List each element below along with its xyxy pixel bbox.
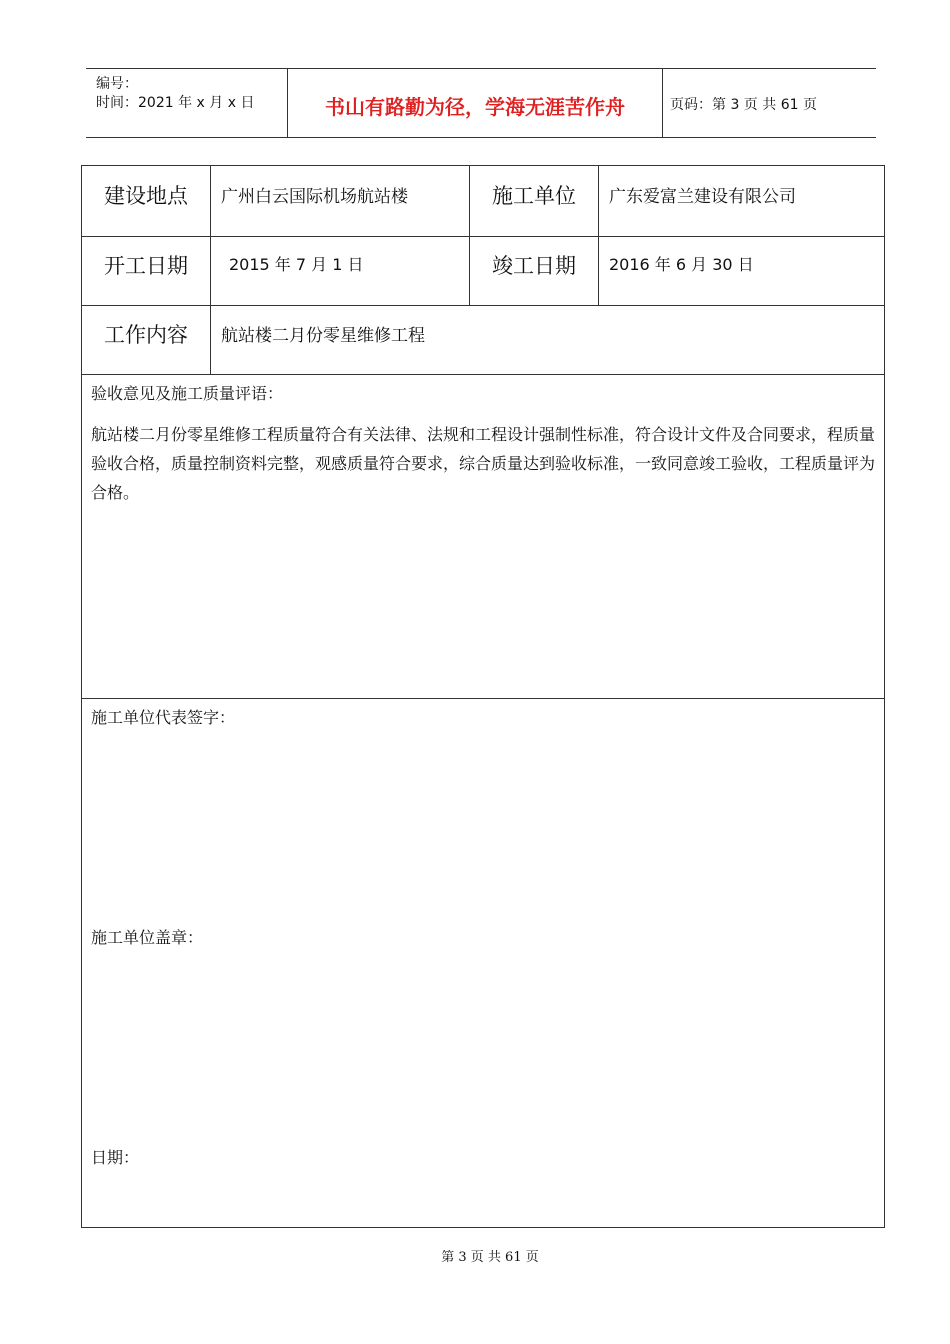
- signature-label: 施工单位代表签字：: [91, 708, 236, 727]
- end-date-value: 2016 年 6 月 30 日: [609, 255, 754, 274]
- start-date-value: 2015 年 7 月 1 日: [211, 236, 470, 305]
- end-date-label: 竣工日期: [470, 236, 599, 305]
- seal-label: 施工单位盖章：: [91, 928, 204, 947]
- opinion-label: 验收意见及施工质量评语：: [91, 384, 284, 403]
- row-dates: [82, 236, 884, 306]
- header-right: [662, 69, 876, 137]
- header-center: [287, 69, 663, 137]
- serial-label: 编号：: [96, 76, 138, 92]
- acceptance-form: [81, 165, 885, 1228]
- page-footer: 第 3 页 共 61 页: [441, 1250, 539, 1265]
- row-site: [82, 166, 884, 237]
- opinion-text: 航站楼二月份零星维修工程质量符合有关法律、法规和工程设计强制性标准，符合设计文件及合同要求，程质量验收合格，质量控制资料完整，观感质量符合要求，综合质量达到验收标准，一致同意竣工验收，工程质量评为合格。: [91, 425, 876, 502]
- document-header: [86, 68, 876, 138]
- work-value: 航站楼二月份零星维修工程: [221, 326, 425, 346]
- start-date-label: 开工日期: [82, 236, 211, 305]
- date-label: 日期：: [91, 1148, 140, 1167]
- motto-text: 书山有路勤为径，学海无涯苦作舟: [325, 95, 625, 119]
- row-work: [82, 305, 884, 375]
- page-info: 页码：第 3 页 共 61 页: [670, 97, 817, 113]
- contractor-value: 广东爱富兰建设有限公司: [609, 187, 796, 207]
- site-label: 建设地点: [82, 166, 211, 236]
- time-label: 时间：2021 年 x 月 x 日: [96, 95, 255, 111]
- header-left: [86, 69, 287, 137]
- site-value: 广州白云国际机场航站楼: [211, 166, 470, 236]
- signature-section: [82, 698, 884, 1227]
- opinion-section: [82, 374, 884, 699]
- contractor-label: 施工单位: [470, 166, 599, 236]
- work-label: 工作内容: [82, 305, 211, 374]
